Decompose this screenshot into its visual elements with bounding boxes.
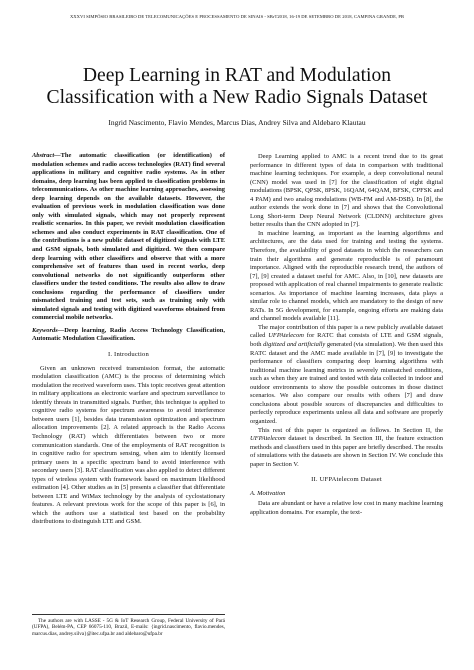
intro-paragraph-1: Given an unknown received transmission format, the automatic modulation classification (AMC) is the process of determining which modulation the received waveform uses. This topic receives great attention in military applications as electronic warfare and spectrum surveillance to identify threats in transmitted signals. Further, this technique is applied to cognitive radio systems for spectrum awareness to avoid interference between users [1], besides data transmission optimization and spectrum allocation improvements [2]. A related approach is the Radio Access Technology (RAT) which differentiates between two or more communication standards. One of the employments of RAT recognition is in cognitive radio for spectrum sensing, when aim to identify licensed primary users in a specific spectrum band to avoid interference with secondary users [3]. RAT classification was also applied to detect different types of wireless system with framework based on maximum likelihood estimation [4]. Other studies as in [5] presents a classifier that differentiate between LTE and WiMax technology by the analysis of cyclostationary features. A relevant previous work for the scope of this paper is [6], in which the authors use a statistical test based on the probability distributions to distinguish LTE and GSM. (32, 364, 225, 526)
keywords (32, 327, 225, 344)
body-paragraph-4 (250, 427, 443, 470)
digitized-terms: digitized and artificially (263, 341, 326, 349)
title-line-2: Classification with a New Radio Signals Dataset (46, 87, 428, 108)
p3-part-c: generated (via simulation). We then used this RATC dataset and the AMC made available in [7], [9] to investigate the performance of classifiers comparing deep learning algorithms with traditional machine learning metrics in severely mismatched conditions, such as when they are trained and tested with data collected in indoor and outdoor environments to show the possible outcomes in those distinct scenarios. We also compare our results with others [7] and draw conclusions about possible sources of discrepancies and difficulties to perfectly reproduce experiments unless all data and software are properly organized. (250, 341, 444, 425)
section-heading-introduction: I. Introduction (107, 351, 150, 359)
footnote-text: The authors are with LASSE - 5G & IoT Research Group, Federal University of Pará (UFPA), Belém-PA, CEP 66075-110, Brazil, E-mails: {ingrid.nascimento, flavio.mendes, marcus.dias, andrey.silva}@itec.ufpa.br and aldebaro@ufpa.br (32, 618, 225, 637)
right-column (250, 153, 443, 517)
body-paragraph-5: Data are abundant or have a relative low cost in many machine learning application domains. For example, the text- (250, 500, 443, 516)
footnote (32, 614, 225, 637)
abstract-text: The automatic classification (or identification) of modulation schemes and radio access technologies (RAT) find several applications in military and cognitive radio systems. As in other domains, deep learning has been applied to classification problems in telecommunications. As other machine learning approaches, assessing deep learning depends on the available datasets. However, the evaluation of previous work in modulation classification was done only with simulated signals, which may not properly represent realistic scenarios. In this paper, we revisit modulation classification schemes and also conduct experiments in RAT classification. One of the contributions is a new public dataset of digitized signals with LTE and GSM signals, both simulated and digitized. We then compare deep learning with other classifiers and observe that with a more comprehensive set of features than used in recent works, deep convolutional networks do not significantly outperform other classifiers under the tested conditions. The results also allow to draw conclusions regarding the performance of classifiers under mismatched training and test sets, such as training only with simulated signals and testing with digitized waveforms obtained from commercial mobile networks. (32, 152, 225, 322)
p4-part-b: dataset is described. In Section III, the feature extraction methods and classifiers used in this paper are briefly described. The results of simulations with the datasets are shown in Section IV. We conclude this paper in Section V. (250, 435, 443, 468)
section-heading-dataset: II. UFPAtelecom Dataset (311, 476, 382, 484)
author-list: Ingrid Nascimento, Flavio Mendes, Marcus Dias, Andrey Silva and Aldebaro Klautau (108, 118, 366, 127)
abstract-label: Abstract— (32, 152, 61, 159)
abstract (32, 152, 225, 323)
title-line-1: Deep Learning in RAT and Modulation (82, 65, 392, 86)
p4-part-a: This rest of this paper is organized as follows. In Section II, the (258, 426, 443, 434)
left-column (32, 152, 225, 527)
p3-part-a: The major contribution of this paper is a new publicly available dataset called (250, 323, 443, 340)
keywords-text: Deep learning, Radio Access Technology Classification, Automatic Modulation Classification. (32, 326, 225, 343)
body-paragraph-2: In machine learning, as important as the learning algorithms and architectures, are the data used for training and testing the systems. Therefore, the availability of good datasets in which the researchers can train their algorithms and generate reproducible is of paramount importance. Aligned with the reproducible research trend, the authors of [7], [9] created a dataset useful for AMC. Also, in [10], new datasets are proposed with application of real channel impairments to generate realistic scenarios. As importance of machine learning increases, data plays a similar role to channel models, which are mandatory to the design of new RATs. In 5G development, for example, ongoing efforts are making data and channel models available [11]. (250, 229, 443, 323)
paper-title (0, 65, 474, 109)
body-paragraph-3 (250, 324, 443, 427)
subsection-heading-motivation: A. Motivation (250, 489, 286, 497)
conference-header: XXXVI SIMPÓSIO BRASILEIRO DE TELECOMUNICAÇÕES E PROCESSAMENTO DE SINAIS - SBrT2018, 16-19 DE SETEMBRO DE 2018, CAMPINA GRANDE, PB (69, 14, 405, 19)
dataset-name: UFPAtelecom (268, 332, 304, 340)
keywords-label: Keywords— (32, 326, 65, 334)
dataset-name-2: UFPAtelecom (250, 435, 286, 443)
p3-part-b: for RATC that consists of LTE and GSM signals, both (250, 332, 444, 349)
body-paragraph-1: Deep Learning applied to AMC is a recent trend due to its great performance in different types of data in comparison with traditional machine learning techniques. For example, a deep convolutional neural (CNN) model was used in [7] for the classification of eight digital modulations (BPSK, QPSK, 8PSK, 16QAM, 64QAM, BFSK, CPFSK and 4 PAM) and two analog modulations (WB-FM and AM-DSB). In [8], the author extends the work done in [7] and shows that the Convolutional Long Short-term Deep Neural Network (CLDNN) architecture gives better results than the CNN adopted in [7]. (250, 153, 443, 229)
